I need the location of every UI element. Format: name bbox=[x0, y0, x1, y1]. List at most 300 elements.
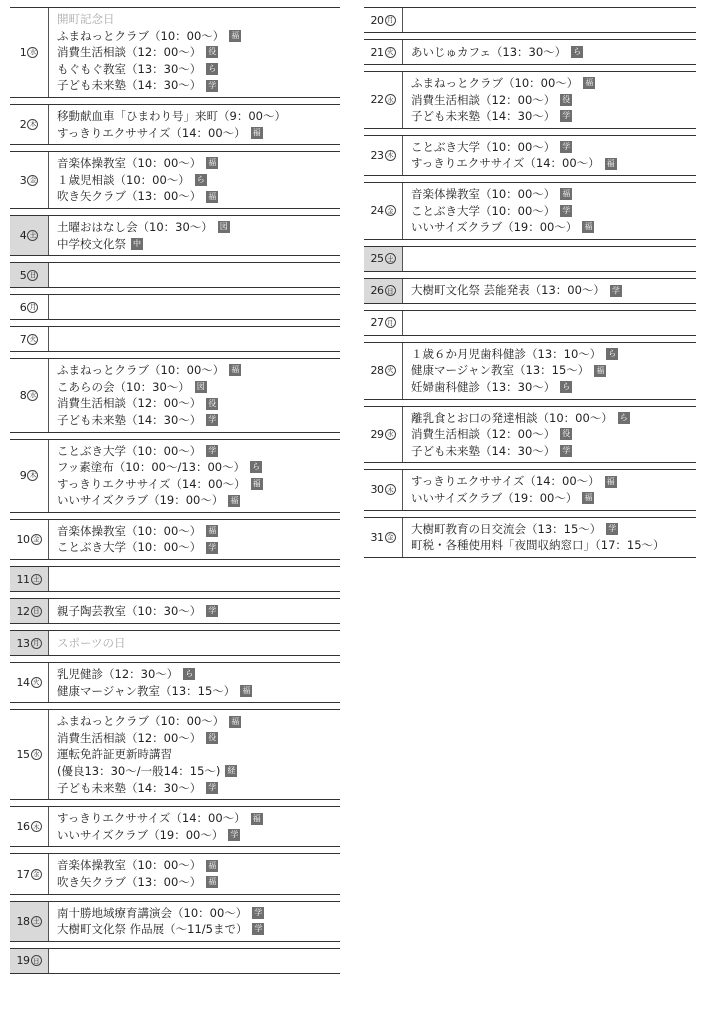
date-cell bbox=[10, 949, 49, 973]
weekday-circle: 日 bbox=[27, 270, 38, 281]
event-list bbox=[49, 359, 340, 431]
day-number: 24 bbox=[370, 204, 384, 218]
location-badge: 福 bbox=[208, 158, 217, 168]
event-list bbox=[403, 40, 696, 64]
location-badge: 学 bbox=[562, 205, 571, 215]
location-badge: ら bbox=[185, 669, 194, 679]
event-text: すっきりエクササイズ（14：00〜） bbox=[411, 156, 600, 171]
event-text: ことぶき大学（10：00〜） bbox=[411, 139, 556, 154]
location-badge: ら bbox=[573, 47, 582, 56]
day-number: 19 bbox=[16, 954, 30, 968]
event-text: 南十勝地域療育講演会（10：00〜） bbox=[57, 905, 248, 920]
calendar-day-row bbox=[10, 439, 340, 513]
event-item bbox=[57, 362, 340, 379]
date-cell bbox=[10, 807, 49, 846]
event-item bbox=[57, 666, 340, 683]
calendar-day-row bbox=[364, 71, 696, 129]
location-badge: 学 bbox=[562, 446, 571, 456]
calendar-day-row bbox=[364, 278, 696, 304]
location-badge: 学 bbox=[208, 415, 217, 425]
location-badge: 学 bbox=[608, 523, 617, 533]
day-number: 22 bbox=[370, 93, 384, 107]
day-number: 10 bbox=[16, 532, 30, 546]
location-badge: 役 bbox=[562, 429, 571, 439]
location-badge: ら bbox=[196, 175, 205, 185]
location-badge: 学 bbox=[208, 782, 217, 792]
location-badge: 経 bbox=[227, 766, 236, 776]
date-cell bbox=[10, 152, 49, 208]
location-badge: 福 bbox=[584, 222, 593, 232]
location-badge: ら bbox=[608, 349, 617, 359]
location-badge: 福 bbox=[230, 495, 239, 505]
event-text: ふまねっとクラブ（10：00〜） bbox=[57, 28, 225, 43]
weekday-circle: 土 bbox=[385, 253, 396, 264]
weekday-circle: 火 bbox=[385, 47, 396, 58]
event-text: ふまねっとクラブ（10：00〜） bbox=[57, 714, 225, 729]
event-item bbox=[57, 459, 340, 476]
date-cell bbox=[10, 631, 49, 655]
date-cell bbox=[10, 567, 49, 591]
day-number: 1 bbox=[19, 45, 27, 59]
event-item bbox=[57, 61, 340, 78]
event-item bbox=[57, 539, 340, 556]
event-text: すっきりエクササイズ（14：00〜） bbox=[411, 474, 600, 489]
event-text: いいサイズクラブ（19：00〜） bbox=[57, 493, 224, 508]
location-badge: 役 bbox=[208, 733, 217, 743]
event-item bbox=[57, 746, 340, 763]
event-text: 健康マージャン教室（13：15〜） bbox=[411, 363, 590, 378]
date-cell bbox=[10, 105, 49, 144]
location-badge: 福 bbox=[208, 526, 217, 536]
day-number: 25 bbox=[370, 252, 384, 266]
event-list bbox=[49, 152, 340, 208]
day-number: 12 bbox=[16, 604, 30, 618]
event-item bbox=[57, 780, 340, 797]
event-text: あいじゅカフェ（13：30〜） bbox=[411, 44, 567, 59]
event-list bbox=[49, 710, 340, 799]
event-item bbox=[57, 476, 340, 493]
date-cell bbox=[364, 407, 403, 463]
weekday-circle: 金 bbox=[385, 532, 396, 543]
event-item bbox=[57, 492, 340, 509]
weekday-circle: 水 bbox=[31, 749, 42, 760]
calendar-day-row bbox=[10, 326, 340, 352]
location-badge: 学 bbox=[562, 142, 571, 152]
weekday-circle: 火 bbox=[385, 365, 396, 376]
event-text: 吹き矢クラブ（13：00〜） bbox=[57, 189, 202, 204]
event-item bbox=[57, 219, 340, 236]
event-text: ことぶき大学（10：00〜） bbox=[57, 443, 202, 458]
event-text: 妊婦歯科健診（13：30〜） bbox=[411, 379, 556, 394]
location-badge: 役 bbox=[562, 94, 571, 104]
event-text: 親子陶芸教室（10：30〜） bbox=[57, 603, 202, 618]
calendar-day-row bbox=[10, 358, 340, 432]
location-badge: 福 bbox=[584, 493, 593, 503]
event-list bbox=[49, 216, 340, 255]
location-badge: 学 bbox=[208, 445, 217, 455]
calendar-day-row bbox=[364, 39, 696, 65]
location-badge: 学 bbox=[254, 924, 263, 934]
calendar-day-row bbox=[10, 104, 340, 145]
weekday-circle: 土 bbox=[27, 230, 38, 241]
day-number: 26 bbox=[370, 284, 384, 298]
day-number: 31 bbox=[370, 530, 384, 544]
event-item bbox=[411, 282, 696, 299]
event-text: すっきりエクササイズ（14：00〜） bbox=[57, 811, 246, 826]
event-text: 開町記念日 bbox=[57, 12, 115, 26]
location-badge: 図 bbox=[196, 382, 205, 392]
event-text: こあらの会（10：30〜） bbox=[57, 379, 190, 394]
event-list bbox=[49, 902, 340, 941]
event-list bbox=[49, 599, 340, 623]
weekday-circle: 水 bbox=[385, 429, 396, 440]
weekday-circle: 金 bbox=[31, 869, 42, 880]
calendar-day-row bbox=[10, 709, 340, 800]
day-number: 3 bbox=[19, 173, 27, 187]
event-text: もぐもぐ教室（13：30〜） bbox=[57, 61, 202, 76]
day-number: 27 bbox=[370, 316, 384, 330]
location-badge: 学 bbox=[562, 111, 571, 121]
day-number: 13 bbox=[16, 636, 30, 650]
location-badge: 学 bbox=[254, 907, 263, 917]
event-text: ふまねっとクラブ（10：00〜） bbox=[411, 76, 579, 90]
location-badge: 福 bbox=[252, 813, 261, 823]
holiday-label bbox=[57, 635, 340, 652]
event-item bbox=[57, 188, 340, 205]
event-text: 吹き矢クラブ（13：00〜） bbox=[57, 875, 202, 889]
date-cell bbox=[10, 902, 49, 941]
calendar-day-row bbox=[364, 406, 696, 464]
event-item bbox=[411, 426, 696, 443]
location-badge: 福 bbox=[606, 158, 615, 168]
date-cell bbox=[10, 263, 49, 287]
holiday-label bbox=[57, 11, 340, 28]
calendar-day-row bbox=[10, 566, 340, 592]
event-item bbox=[57, 603, 340, 620]
event-item bbox=[411, 537, 696, 554]
event-text: 子ども未来塾（14：30〜） bbox=[411, 109, 556, 124]
event-list bbox=[403, 8, 696, 32]
date-cell bbox=[364, 136, 403, 175]
event-text: 消費生活相談（12：00〜） bbox=[411, 427, 556, 442]
event-item bbox=[57, 857, 340, 874]
day-number: 7 bbox=[19, 332, 27, 346]
weekday-circle: 日 bbox=[31, 606, 42, 617]
event-text: 子ども未来塾（14：30〜） bbox=[57, 412, 202, 427]
event-text: 音楽体操教室（10：00〜） bbox=[57, 858, 202, 873]
date-cell bbox=[10, 359, 49, 431]
date-cell bbox=[364, 518, 403, 557]
event-item bbox=[411, 443, 696, 460]
event-item bbox=[57, 810, 340, 827]
date-cell bbox=[364, 183, 403, 239]
location-badge: 学 bbox=[611, 285, 620, 295]
weekday-circle: 金 bbox=[27, 175, 38, 186]
location-badge: 学 bbox=[208, 606, 217, 616]
event-list bbox=[49, 440, 340, 512]
weekday-circle: 日 bbox=[385, 285, 396, 296]
event-list bbox=[49, 807, 340, 846]
calendar-day-row bbox=[10, 294, 340, 320]
event-list bbox=[49, 567, 340, 591]
location-badge: ら bbox=[619, 412, 628, 422]
event-list bbox=[403, 470, 696, 509]
event-list bbox=[49, 949, 340, 973]
location-badge: 福 bbox=[242, 685, 251, 695]
event-list bbox=[403, 72, 696, 128]
day-number: 5 bbox=[19, 268, 27, 282]
location-badge: 学 bbox=[208, 542, 217, 552]
calendar-day-row bbox=[364, 182, 696, 240]
event-item bbox=[57, 28, 340, 45]
date-cell bbox=[364, 247, 403, 271]
date-cell bbox=[364, 343, 403, 399]
date-cell bbox=[10, 710, 49, 799]
day-number: 6 bbox=[19, 300, 27, 314]
event-list bbox=[49, 663, 340, 702]
weekday-circle: 金 bbox=[31, 534, 42, 545]
date-cell bbox=[364, 72, 403, 128]
location-badge: ら bbox=[562, 382, 571, 392]
event-list bbox=[403, 311, 696, 335]
location-badge: 福 bbox=[596, 365, 605, 375]
date-cell bbox=[10, 854, 49, 893]
event-item bbox=[411, 155, 696, 172]
event-item bbox=[411, 108, 696, 125]
weekday-circle: 火 bbox=[31, 677, 42, 688]
event-item bbox=[57, 713, 340, 730]
event-text: 消費生活相談（12：00〜） bbox=[57, 45, 202, 60]
date-cell bbox=[10, 663, 49, 702]
date-cell bbox=[10, 440, 49, 512]
calendar-day-row bbox=[10, 151, 340, 209]
date-cell bbox=[364, 8, 403, 32]
calendar-day-row bbox=[364, 342, 696, 400]
event-item bbox=[411, 219, 696, 236]
location-badge: 福 bbox=[208, 877, 217, 887]
location-badge: 役 bbox=[208, 398, 217, 408]
calendar-column-left bbox=[10, 7, 340, 980]
location-badge: 福 bbox=[208, 860, 217, 870]
day-number: 17 bbox=[16, 867, 30, 881]
location-badge: 役 bbox=[208, 47, 217, 57]
event-item bbox=[411, 410, 696, 427]
calendar-day-row bbox=[364, 517, 696, 558]
event-text: 町税・各種使用料「夜間収納窓口」（17：15〜） bbox=[411, 538, 665, 553]
event-item bbox=[57, 730, 340, 747]
calendar-day-row bbox=[10, 948, 340, 974]
day-number: 20 bbox=[370, 13, 384, 27]
event-list bbox=[49, 263, 340, 287]
date-cell bbox=[10, 599, 49, 623]
calendar-day-row bbox=[364, 135, 696, 176]
event-item bbox=[57, 763, 340, 780]
date-cell bbox=[10, 327, 49, 351]
weekday-circle: 土 bbox=[31, 916, 42, 927]
event-text: 子ども未来塾（14：30〜） bbox=[57, 78, 202, 93]
calendar-day-row bbox=[364, 469, 696, 510]
event-text: ふまねっとクラブ（10：00〜） bbox=[57, 363, 225, 378]
event-list bbox=[403, 183, 696, 239]
day-number: 9 bbox=[19, 469, 27, 483]
calendar-day-row bbox=[10, 262, 340, 288]
event-list bbox=[49, 631, 340, 655]
location-badge: 中 bbox=[133, 238, 141, 248]
calendar-day-row bbox=[364, 246, 696, 272]
event-text: 運転免許証更新時講習 bbox=[57, 747, 172, 762]
date-cell bbox=[10, 295, 49, 319]
date-cell bbox=[364, 279, 403, 303]
event-item bbox=[57, 443, 340, 460]
weekday-circle: 月 bbox=[385, 317, 396, 328]
event-text: ことぶき大学（10：00〜） bbox=[57, 540, 202, 555]
event-item bbox=[57, 523, 340, 540]
calendar-day-row bbox=[10, 598, 340, 624]
event-text: １歳６か月児歯科健診（13：10〜） bbox=[411, 346, 602, 361]
event-item bbox=[411, 362, 696, 379]
event-item bbox=[411, 379, 696, 396]
day-number: 8 bbox=[19, 388, 27, 402]
event-text: 音楽体操教室（10：00〜） bbox=[411, 186, 556, 201]
location-badge: 学 bbox=[230, 830, 239, 840]
day-number: 18 bbox=[16, 914, 30, 928]
date-cell bbox=[10, 216, 49, 255]
weekday-circle: 木 bbox=[31, 821, 42, 832]
weekday-circle: 金 bbox=[385, 205, 396, 216]
location-badge: 福 bbox=[252, 127, 261, 137]
location-badge: 福 bbox=[252, 478, 261, 488]
day-number: 4 bbox=[19, 229, 27, 243]
event-text: 消費生活相談（12：00〜） bbox=[57, 730, 202, 745]
event-text: 土曜おはなし会（10：30〜） bbox=[57, 219, 213, 234]
event-item bbox=[57, 172, 340, 189]
event-item bbox=[57, 683, 340, 700]
event-item bbox=[57, 77, 340, 94]
weekday-circle: 火 bbox=[27, 334, 38, 345]
day-number: 2 bbox=[19, 118, 27, 132]
event-text: 健康マージャン教室（13：15〜） bbox=[57, 683, 236, 698]
event-item bbox=[57, 108, 340, 125]
event-text: すっきりエクササイズ（14：00〜） bbox=[57, 476, 246, 491]
event-item bbox=[411, 44, 696, 61]
event-text: (優良13：30〜/一般14：15〜) bbox=[57, 764, 221, 779]
day-number: 30 bbox=[370, 483, 384, 497]
event-item bbox=[411, 490, 696, 507]
event-item bbox=[57, 395, 340, 412]
event-item bbox=[57, 125, 340, 142]
event-item bbox=[57, 155, 340, 172]
event-text: スポーツの日 bbox=[57, 635, 126, 650]
calendar-day-row bbox=[10, 853, 340, 894]
event-list bbox=[403, 279, 696, 303]
event-list bbox=[403, 136, 696, 175]
event-text: 移動献血車「ひまわり号」来町（9：00〜） bbox=[57, 108, 286, 123]
event-text: 子ども未来塾（14：30〜） bbox=[57, 780, 202, 795]
weekday-circle: 水 bbox=[385, 94, 396, 105]
day-number: 14 bbox=[16, 676, 30, 690]
calendar-day-row bbox=[364, 310, 696, 336]
event-item bbox=[57, 379, 340, 396]
day-number: 16 bbox=[16, 820, 30, 834]
event-text: 大樹町文化祭 芸能発表（13：00〜） bbox=[411, 283, 605, 298]
event-list bbox=[49, 8, 340, 97]
location-badge: 福 bbox=[231, 716, 240, 726]
day-number: 29 bbox=[370, 427, 384, 441]
location-badge: ら bbox=[252, 462, 261, 472]
event-text: 中学校文化祭 bbox=[57, 236, 126, 251]
event-text: 消費生活相談（12：00〜） bbox=[411, 92, 556, 107]
event-list bbox=[49, 295, 340, 319]
event-item bbox=[57, 905, 340, 922]
calendar-day-row bbox=[10, 519, 340, 560]
event-text: すっきりエクササイズ（14：00〜） bbox=[57, 125, 246, 140]
event-item bbox=[57, 412, 340, 429]
event-text: いいサイズクラブ（19：00〜） bbox=[57, 827, 224, 842]
location-badge: 図 bbox=[219, 222, 228, 232]
event-item bbox=[411, 346, 696, 363]
event-item bbox=[411, 473, 696, 490]
location-badge: 福 bbox=[606, 476, 615, 486]
event-item bbox=[411, 203, 696, 220]
weekday-circle: 水 bbox=[27, 390, 38, 401]
event-item bbox=[411, 139, 696, 156]
location-badge: 福 bbox=[231, 30, 240, 40]
event-text: 大樹町文化祭 作品展（〜11/5まで） bbox=[57, 922, 248, 937]
event-item bbox=[57, 874, 340, 891]
location-badge: 福 bbox=[585, 78, 594, 88]
calendar-column-right bbox=[364, 7, 696, 564]
event-text: ことぶき大学（10：00〜） bbox=[411, 203, 556, 218]
event-text: 乳児健診（12：30〜） bbox=[57, 667, 179, 682]
day-number: 15 bbox=[16, 748, 30, 762]
event-text: 音楽体操教室（10：00〜） bbox=[57, 523, 202, 538]
event-text: 子ども未来塾（14：30〜） bbox=[411, 443, 556, 458]
event-item bbox=[57, 921, 340, 938]
calendar-day-row bbox=[10, 7, 340, 98]
location-badge: 福 bbox=[208, 191, 217, 201]
calendar-day-row bbox=[10, 662, 340, 703]
weekday-circle: 木 bbox=[385, 150, 396, 161]
event-list bbox=[49, 327, 340, 351]
event-list bbox=[49, 520, 340, 559]
weekday-circle: 土 bbox=[31, 574, 42, 585]
event-item bbox=[57, 827, 340, 844]
calendar-day-row bbox=[10, 806, 340, 847]
calendar-day-row bbox=[10, 630, 340, 656]
event-item bbox=[411, 92, 696, 109]
weekday-circle: 月 bbox=[27, 302, 38, 313]
day-number: 21 bbox=[370, 45, 384, 59]
event-item bbox=[57, 236, 340, 253]
event-text: 音楽体操教室（10：00〜） bbox=[57, 156, 202, 171]
weekday-circle: 月 bbox=[31, 638, 42, 649]
day-number: 23 bbox=[370, 148, 384, 162]
event-list bbox=[49, 854, 340, 893]
day-number: 11 bbox=[16, 572, 30, 586]
event-text: フッ素塗布（10：00〜/13：00〜） bbox=[57, 460, 246, 475]
date-cell bbox=[10, 8, 49, 97]
event-text: いいサイズクラブ（19：00〜） bbox=[411, 490, 578, 505]
event-text: １歳児相談（10：00〜） bbox=[57, 172, 190, 187]
weekday-circle: 水 bbox=[27, 47, 38, 58]
date-cell bbox=[10, 520, 49, 559]
location-badge: 福 bbox=[231, 365, 240, 375]
day-number: 28 bbox=[370, 364, 384, 378]
date-cell bbox=[364, 470, 403, 509]
weekday-circle: 木 bbox=[385, 484, 396, 495]
event-list bbox=[403, 247, 696, 271]
event-text: 消費生活相談（12：00〜） bbox=[57, 396, 202, 411]
